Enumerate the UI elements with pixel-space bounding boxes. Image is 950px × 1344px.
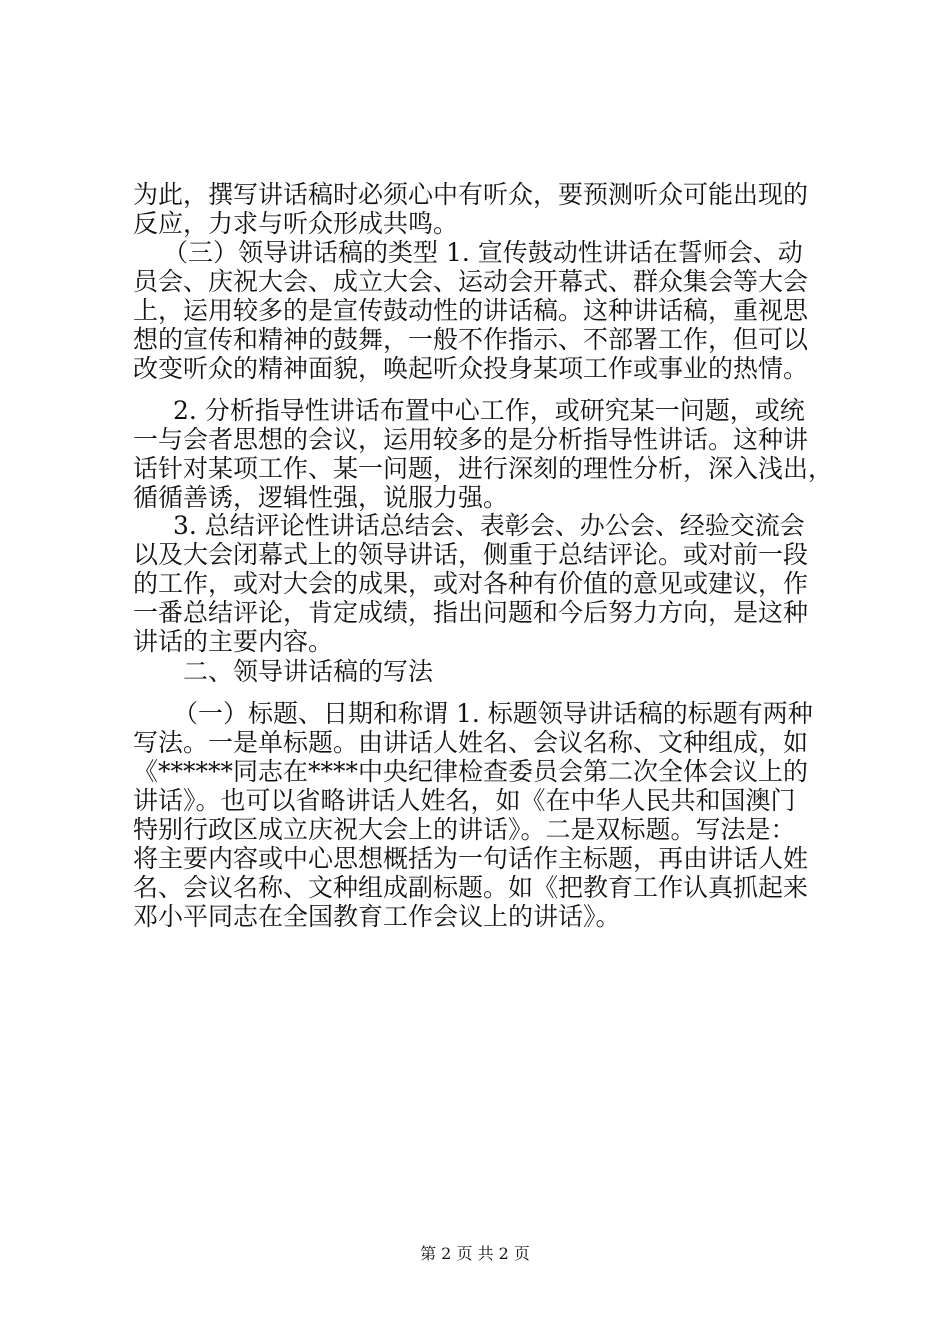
text-line: 3. 总结评论性讲话总结会、表彰会、办公会、经验交流会 [173,511,805,540]
text-line: 反应，力求与听众形成共鸣。 [133,209,459,238]
text-line: 想的宣传和精神的鼓舞，一般不作指示、不部署工作，但可以 [133,325,809,354]
text-line: 的工作，或对大会的成果，或对各种有价值的意见或建议，作 [133,569,809,598]
text-line: 名、会议名称、文种组成副标题。如《把教育工作认真抓起来 [133,873,809,902]
text-line: 循循善诱，逻辑性强，说服力强。 [133,483,509,512]
text-line: 一番总结评论，肯定成绩，指出问题和今后努力方向，是这种 [133,598,809,627]
text-line: 改变听众的精神面貌，唤起听众投身某项工作或事业的热情。 [133,354,809,383]
text-line: 话针对某项工作、某一问题，进行深刻的理性分析，深入浅出， [133,454,834,483]
text-line: 将主要内容或中心思想概括为一句话作主标题，再由讲话人姓 [133,844,809,873]
text-line: 《******同志在****中央纪律检查委员会第二次全体会议上的 [133,757,809,786]
text-line: 特别行政区成立庆祝大会上的讲话》。二是双标题。写法是： [133,815,796,844]
text-line: （一）标题、日期和称谓 1. 标题领导讲话稿的标题有两种 [173,699,813,728]
section-heading: 二、领导讲话稿的写法 [183,657,434,686]
text-line: 讲话的主要内容。 [133,627,334,656]
page-number-footer: 第 2 页 共 2 页 [420,1244,530,1263]
text-line: 写法。一是单标题。由讲话人姓名、会议名称、文种组成，如 [133,728,809,757]
text-line: 员会、庆祝大会、成立大会、运动会开幕式、群众集会等大会 [133,267,809,296]
text-line: （三）领导讲话稿的类型 1. 宣传鼓动性讲话在誓师会、动 [163,238,803,267]
text-line: 2. 分析指导性讲话布置中心工作，或研究某一问题，或统 [173,396,805,425]
text-line: 邓小平同志在全国教育工作会议上的讲话》。 [133,902,621,931]
text-line: 为此，撰写讲话稿时必须心中有听众，要预测听众可能出现的 [133,180,809,209]
text-line: 以及大会闭幕式上的领导讲话，侧重于总结评论。或对前一段 [133,540,809,569]
text-line: 上，运用较多的是宣传鼓动性的讲话稿。这种讲话稿，重视思 [133,296,809,325]
text-line: 一与会者思想的会议，运用较多的是分析指导性讲话。这种讲 [133,425,809,454]
text-line: 讲话》。也可以省略讲话人姓名，如《在中华人民共和国澳门 [133,786,796,815]
